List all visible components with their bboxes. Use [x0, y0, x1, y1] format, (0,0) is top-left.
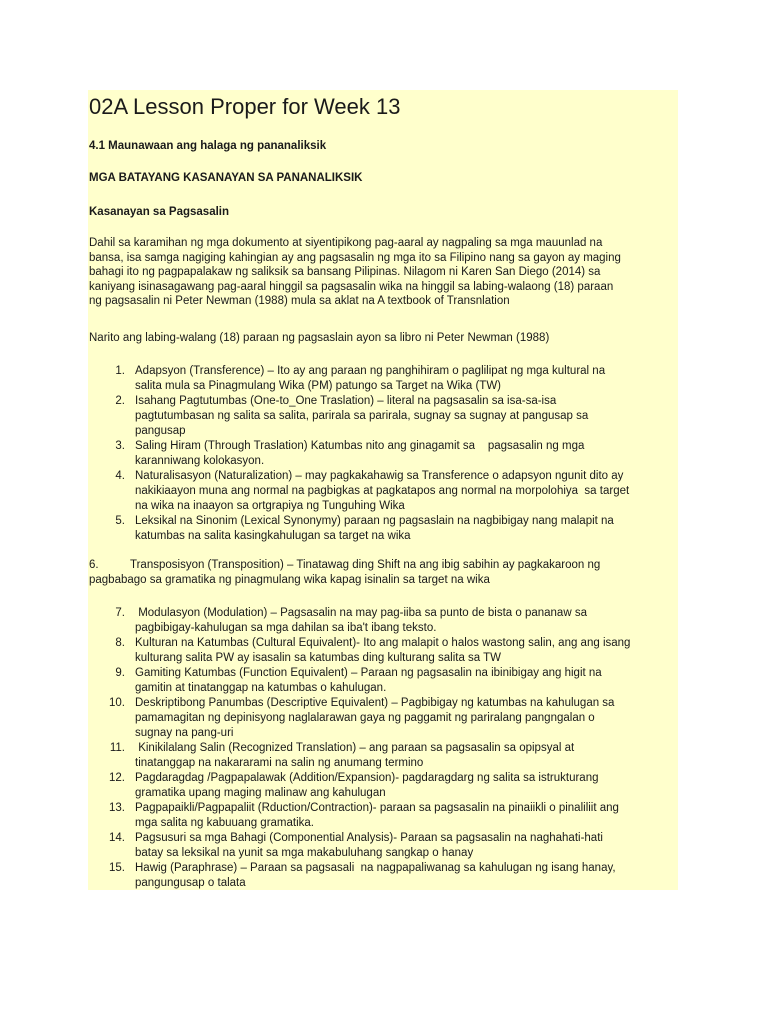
objective-heading: 4.1 Maunawaan ang halaga ng pananaliksik [89, 140, 327, 152]
item-line: gamitin at tinatanggap na katumbas o kahulugan. [135, 682, 387, 694]
item-line: Gamiting Katumbas (Function Equivalent) – Paraan ng pagsasalin na ibinibigay ang higit na [135, 667, 602, 679]
section-heading: MGA BATAYANG KASANAYAN SA PANANALIKSIK [89, 172, 363, 184]
intro-line: kaniyang isinasagawang pag-aaral hinggil sa pagsasalin wika na hinggil sa labing-walaong (18) paraan [89, 280, 614, 293]
item-line: mga salita ng kabuuang gramatika. [135, 817, 314, 829]
list-item [89, 666, 689, 696]
item-number: 4. [115, 470, 125, 482]
item-number: 8. [115, 637, 125, 649]
item-line: sugnay na pang-uri [135, 727, 234, 739]
item-number: 1. [115, 365, 125, 377]
item-line: kulturang salita PW ay isasalin sa katumbas ding kulturang salita sa TW [135, 652, 502, 664]
item-number: 6. [89, 559, 99, 571]
item-line: pagbabago sa gramatika ng pinagmulang wika kapag isinalin sa target na wika [89, 574, 490, 586]
item-line: Kulturan na Katumbas (Cultural Equivalent)- Ito ang malapit o halos wastong salin, ang ang isang [135, 637, 631, 649]
item-line: na wika na inaayon sa ortgrapiya ng Tunguhing Wika [135, 500, 405, 512]
item-number: 10. [109, 697, 125, 709]
item-line: gramatika upang maging malinaw ang kahulugan [135, 787, 386, 799]
item-number: 12. [109, 772, 125, 784]
item-number: 9. [115, 667, 125, 679]
item-number: 7. [115, 607, 125, 619]
list-item [89, 801, 689, 831]
item-line: Pagpapaikli/Pagpapaliit (Rduction/Contraction)- paraan sa pagsasalin na pinaiikli o pinaliliit ang [135, 802, 619, 814]
list-item [89, 364, 689, 394]
list-item [89, 439, 689, 469]
item-line: tinatanggap na nakararami na salin ng anumang termino [135, 757, 424, 769]
item-line: Adapsyon (Transference) – Ito ay ang paraan ng panghihiram o paglilipat ng mga kultural na [135, 365, 606, 377]
list-item [89, 514, 689, 544]
item-line: Naturalisasyon (Naturalization) – may pagkakahawig sa Transference o adapsyon ngunit dito ay [135, 470, 624, 482]
intro-paragraph [89, 236, 681, 309]
list-item-6 [89, 558, 689, 588]
list-item [89, 469, 689, 514]
list-item [89, 741, 689, 771]
item-line: Hawig (Paraphrase) – Paraan sa pagsasali na nagpapaliwanag sa kahulugan ng isang hanay, [135, 862, 616, 874]
item-line: Transposisyon (Transposition) – Tinatawag ding Shift na ang ibig sabihin ay pagkakaroon ng [130, 559, 601, 571]
item-line: Isahang Pagtutumbas (One-to_One Traslation) – literal na pagsasalin sa isa-sa-isa [135, 395, 557, 407]
list-item [89, 606, 689, 636]
intro-line: Dahil sa karamihan ng mga dokumento at siyentipikong pag-aaral ay nagpaling sa mga mauunlad na [89, 237, 603, 249]
item-line: Pagdaragdag /Pagpapalawak (Addition/Expansion)- pagdaragdarg ng salita sa istrukturang [135, 772, 599, 784]
list-item [89, 696, 689, 741]
translation-methods-list-2 [89, 606, 689, 891]
item-line: Leksikal na Sinonim (Lexical Synonymy) paraan ng pagsaslain na nagbibigay nang malapit na [135, 515, 614, 527]
item-line: pagtutumbasan ng salita sa salita, parirala sa parirala, sugnay sa sugnay at pangusap sa [135, 410, 589, 422]
list-item [89, 831, 689, 861]
item-number: 3. [115, 440, 125, 452]
item-line: Modulasyon (Modulation) – Pagsasalin na may pag-iiba sa punto de bista o pananaw sa [135, 607, 587, 619]
intro-line: bahagi ito ng pagpapalakaw ng saliksik sa bansang Pilipinas. Nilagom ni Karen San Diego (2014) sa [89, 266, 601, 278]
intro-line: bansa, isa samga nagiging kahingian ay ang pagsasalin ng mga ito sa Filipino nang sa gayon ay maging [89, 251, 621, 264]
list-item [89, 636, 689, 666]
list-intro: Narito ang labing-walang (18) paraan ng pagsaslain ayon sa libro ni Peter Newman (1988) [89, 332, 550, 344]
item-number: 15. [109, 862, 125, 874]
item-line: Kinikilalang Salin (Recognized Translation) – ang paraan sa pagsasalin sa opipsyal at [135, 742, 575, 754]
item-line: pamamagitan ng depinisyong naglalarawan gaya ng paggamit ng pariralang pangngalan o [135, 712, 595, 724]
item-number: 2. [115, 395, 125, 407]
item-line: nakikiaayon muna ang normal na pagbigkas at pagkatapos ang normal na morpolohiya sa target [135, 485, 630, 497]
item-line: salita mula sa Pinagmulang Wika (PM) patungo sa Target na Wika (TW) [135, 380, 502, 392]
item-line: pagbibigay-kahulugan sa mga dahilan sa iba't ibang teksto. [135, 622, 437, 634]
item-line: katumbas na salita kasingkahulugan sa target na wika [135, 530, 411, 542]
item-line: Deskriptibong Panumbas (Descriptive Equivalent) – Pagbibigay ng katumbas na kahulugan sa [135, 697, 615, 709]
item-line: batay sa leksikal na yunit sa mga makabuluhang sangkap o hanay [135, 847, 474, 859]
list-item [89, 394, 689, 439]
translation-methods-list-1 [89, 364, 689, 544]
item-line: Pagsusuri sa mga Bahagi (Componential Analysis)- Paraan sa pagsasalin na naghahati-hati [135, 832, 603, 844]
list-item [89, 771, 689, 801]
intro-line: ng pagsasalin ni Peter Newman (1988) mula sa aklat na A textbook of Transnlation [89, 295, 510, 307]
item-line: Saling Hiram (Through Traslation) Katumbas nito ang ginagamit sa pagsasalin ng mga [135, 440, 585, 452]
subsection-heading: Kasanayan sa Pagsasalin [89, 206, 229, 218]
item-line: pangungusap o talata [135, 877, 246, 889]
item-line: karanniwang kolokasyon. [135, 455, 265, 467]
item-line: pangusap [135, 425, 186, 437]
page-title: 02A Lesson Proper for Week 13 [89, 94, 401, 119]
item-number: 5. [115, 515, 125, 527]
item-number: 11. [109, 742, 125, 754]
item-number: 14. [109, 832, 125, 844]
item-number: 13. [109, 802, 125, 814]
list-item [89, 861, 689, 891]
